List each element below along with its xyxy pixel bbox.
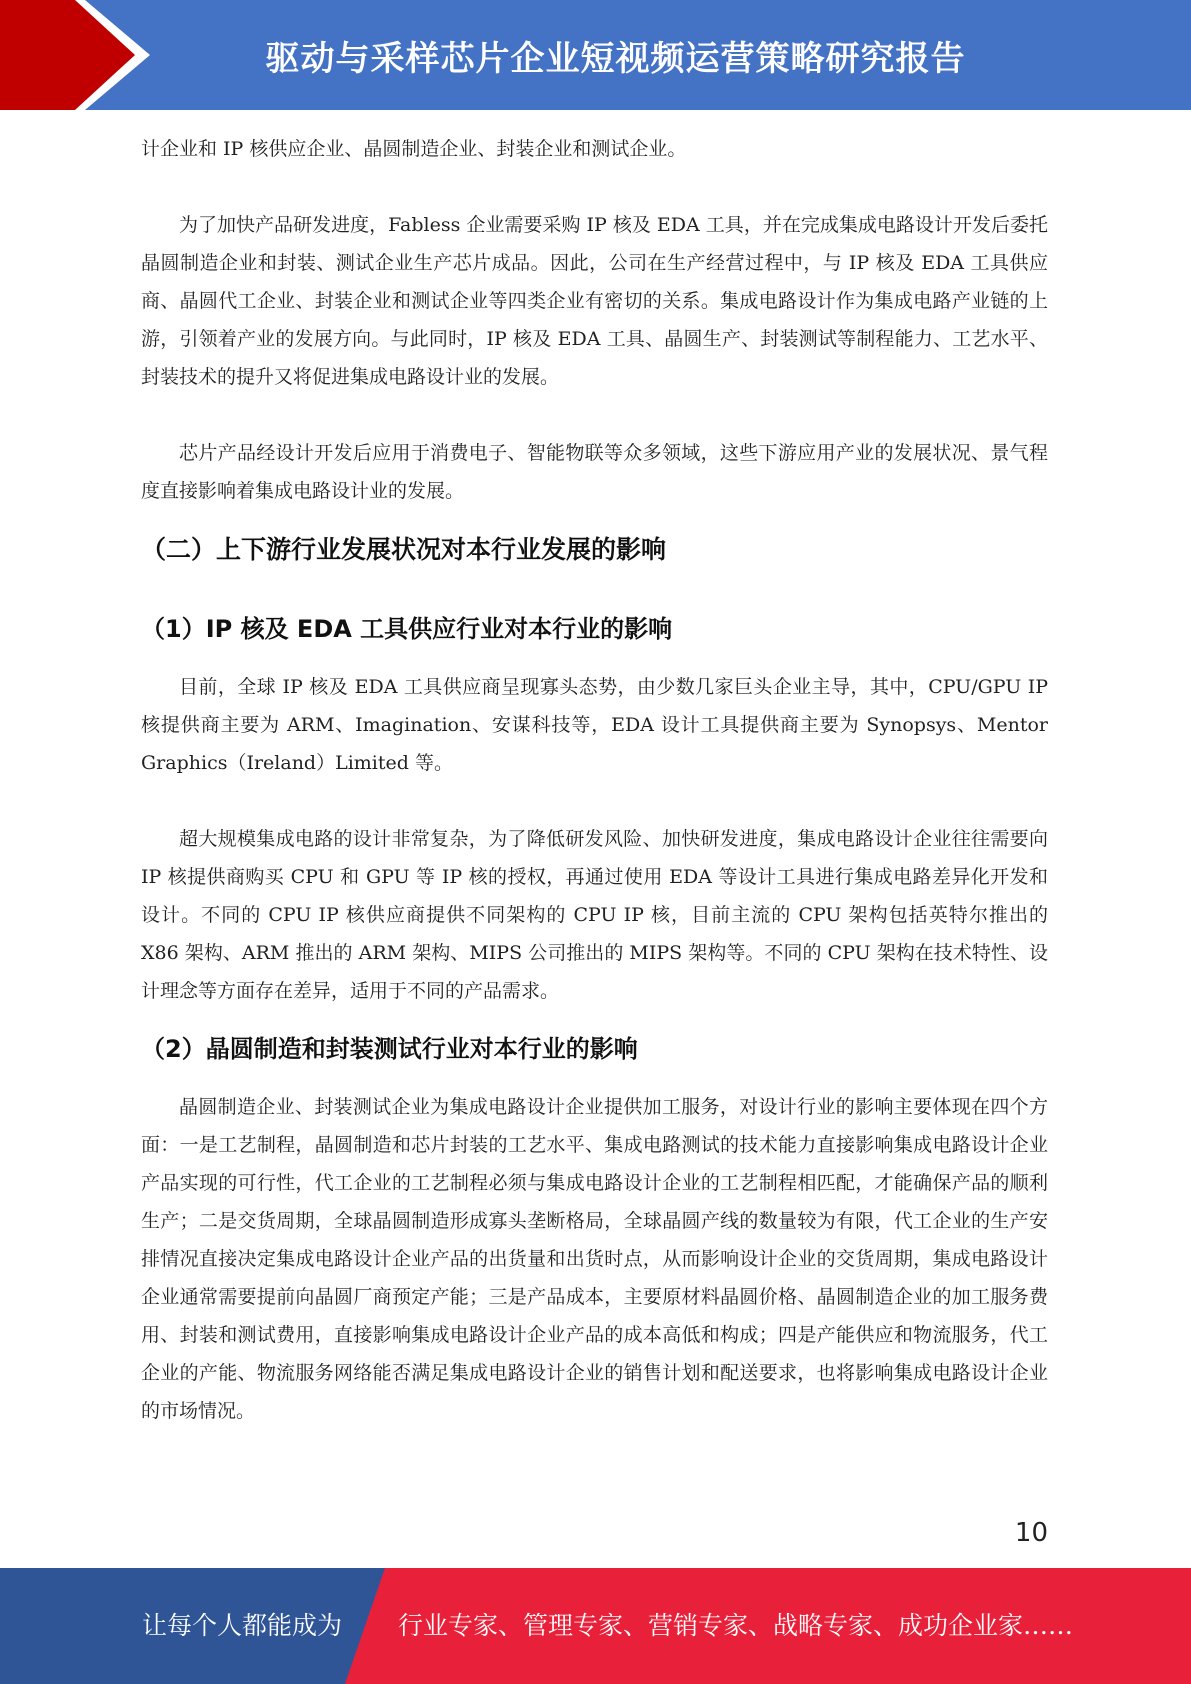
paragraph-fabless: 为了加快产品研发进度，Fabless 企业需要采购 IP 核及 EDA 工具，并在完成集成电路设计开发后委托晶圆制造企业和封装、测试企业生产芯片成品。因此，公司在生产经营过程中，与 IP 核及 EDA 工具供应商、晶圆代工企业、封装企业和测试企业等四类企业有密切的关系。集成电路设计作为集成电路产业链的上游，引领着产业的发展方向。与此同时，IP 核及 EDA 工具、晶圆生产、封装测试等制程能力、工艺水平、封装技术的提升又将促进集成电路设计业的发展。 — [141, 214, 1048, 388]
paragraph-downstream: 芯片产品经设计开发后应用于消费电子、智能物联等众多领域，这些下游应用产业的发展状况、景气程度直接影响着集成电路设计业的发展。 — [141, 442, 1048, 502]
subsection-heading-wafer: （2）晶圆制造和封装测试行业对本行业的影响 — [141, 1035, 638, 1063]
red-arrow-decoration — [0, 0, 160, 110]
main-content — [141, 130, 1048, 1430]
page-number: 10 — [1014, 1518, 1048, 1548]
report-title: 驱动与采样芯片企业短视频运营策略研究报告 — [265, 38, 966, 79]
section-heading: （二）上下游行业发展状况对本行业发展的影响 — [141, 535, 667, 564]
paragraph-cpu-architecture: 超大规模集成电路的设计非常复杂，为了降低研发风险、加快研发进度，集成电路设计企业往往需要向 IP 核提供商购买 CPU 和 GPU 等 IP 核的授权，再通过使用 EDA 等设计工具进行集成电路差异化开发和设计。不同的 CPU IP 核供应商提供不同架构的 CPU IP 核，目前主流的 CPU 架构包括英特尔推出的 X86 架构、ARM 推出的 ARM 架构、MIPS 公司推出的 MIPS 架构等。不同的 CPU 架构在技术特性、设计理念等方面存在差异，适用于不同的产品需求。 — [141, 828, 1048, 1002]
subsection-heading-ip-eda: （1）IP 核及 EDA 工具供应行业对本行业的影响 — [141, 615, 673, 643]
paragraph-wafer-packaging: 晶圆制造企业、封装测试企业为集成电路设计企业提供加工服务，对设计行业的影响主要体现在四个方面：一是工艺制程，晶圆制造和芯片封装的工艺水平、集成电路测试的技术能力直接影响集成电路设计企业产品实现的可行性，代工企业的工艺制程必须与集成电路设计企业的工艺制程相匹配，才能确保产品的顺利生产；二是交货周期，全球晶圆制造形成寡头垄断格局，全球晶圆产线的数量较为有限，代工企业的生产安排情况直接决定集成电路设计企业产品的出货量和出货时点，从而影响设计企业的交货周期，集成电路设计企业通常需要提前向晶圆厂商预定产能；三是产品成本，主要原材料晶圆价格、晶圆制造企业的加工服务费用、封装和测试费用，直接影响集成电路设计企业产品的成本高低和构成；四是产能供应和物流服务，代工企业的产能、物流服务网络能否满足集成电路设计企业的销售计划和配送要求，也将影响集成电路设计企业的市场情况。 — [141, 1096, 1048, 1422]
intro-line: 计企业和 IP 核供应企业、晶圆制造企业、封装企业和测试企业。 — [141, 138, 687, 160]
footer-slogan-right: 行业专家、管理专家、营销专家、战略专家、成功企业家…… — [398, 1611, 1074, 1640]
header-banner — [0, 0, 1191, 110]
paragraph-ip-market: 目前，全球 IP 核及 EDA 工具供应商呈现寡头态势，由少数几家巨头企业主导，其中，CPU/GPU IP 核提供商主要为 ARM、Imagination、安谋科技等，EDA 设计工具提供商主要为 Synopsys、Mentor Graphics（Ireland）Limited 等。 — [141, 676, 1048, 774]
footer-slogan-left: 让每个人都能成为 — [142, 1611, 343, 1640]
footer-banner — [0, 1568, 1191, 1684]
